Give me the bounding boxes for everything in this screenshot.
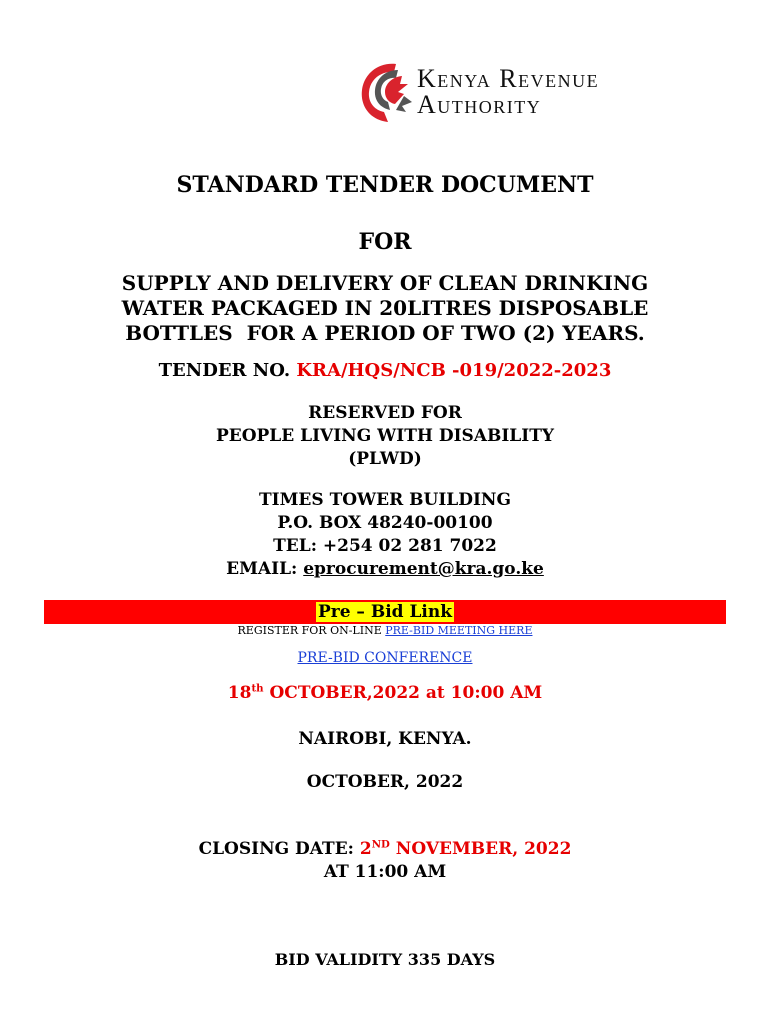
register-prebid-link[interactable]: PRE-BID MEETING HERE	[385, 624, 533, 637]
subject-line-2: WATER PACKAGED IN 20LITRES DISPOSABLE	[121, 296, 649, 320]
logo-line-2: Authority	[417, 90, 542, 119]
logo-line-1: Kenya Revenue	[417, 64, 600, 93]
tender-number-line	[0, 360, 770, 381]
kra-logo	[358, 58, 688, 128]
address-block	[0, 489, 770, 581]
conference-line	[0, 650, 770, 666]
register-text: REGISTER FOR ON-LINE	[237, 624, 382, 637]
reserved-line-2: PEOPLE LIVING WITH DISABILITY	[215, 426, 555, 446]
for-label: FOR	[358, 229, 412, 255]
subject-line-3: BOTTLES FOR A PERIOD OF TWO (2) YEARS.	[125, 321, 645, 345]
kra-lion-head-logo	[358, 60, 414, 124]
prebid-conference-link[interactable]: PRE-BID CONFERENCE	[297, 650, 473, 666]
document-heading: STANDARD TENDER DOCUMENT	[176, 172, 594, 198]
closing-block	[0, 838, 770, 884]
prebid-date-rest: OCTOBER,2022 at 10:00 AM	[263, 683, 543, 703]
prebid-link-banner[interactable]: Pre – Bid Link	[317, 602, 453, 622]
closing-day-suffix: ND	[371, 838, 390, 851]
closing-date-label: CLOSING DATE:	[198, 839, 354, 859]
prebid-date-day: 18	[227, 683, 252, 703]
address-tel: TEL: +254 02 281 7022	[273, 536, 497, 556]
address-building: TIMES TOWER BUILDING	[259, 490, 511, 510]
address-pobox: P.O. BOX 48240-00100	[277, 513, 493, 533]
closing-date-value	[360, 839, 572, 859]
closing-day: 2	[359, 839, 372, 859]
email-link[interactable]: eprocurement@kra.go.ke	[303, 559, 544, 579]
tender-number: KRA/HQS/NCB -019/2022-2023	[296, 360, 612, 381]
prebid-date	[0, 683, 770, 703]
location: NAIROBI, KENYA.	[298, 729, 472, 749]
address-email-line	[0, 558, 770, 581]
subject-line-1: SUPPLY AND DELIVERY OF CLEAN DRINKING	[121, 271, 649, 295]
tender-number-label: TENDER NO.	[158, 360, 291, 381]
reserved-block	[0, 402, 770, 471]
closing-date-rest: NOVEMBER, 2022	[389, 839, 572, 859]
prebid-banner-text-row	[0, 601, 770, 623]
bid-validity: BID VALIDITY 335 DAYS	[274, 950, 496, 969]
reserved-line-1: RESERVED FOR	[308, 403, 462, 423]
logo-wordmark	[417, 66, 599, 118]
document-date: OCTOBER, 2022	[306, 772, 464, 792]
reserved-line-3: (PLWD)	[348, 449, 422, 469]
email-label: EMAIL:	[226, 559, 298, 579]
closing-time: AT 11:00 AM	[323, 862, 447, 882]
register-line	[0, 624, 770, 637]
tender-subject	[0, 271, 770, 346]
closing-date-line	[0, 838, 770, 861]
prebid-date-suffix: th	[251, 682, 264, 695]
